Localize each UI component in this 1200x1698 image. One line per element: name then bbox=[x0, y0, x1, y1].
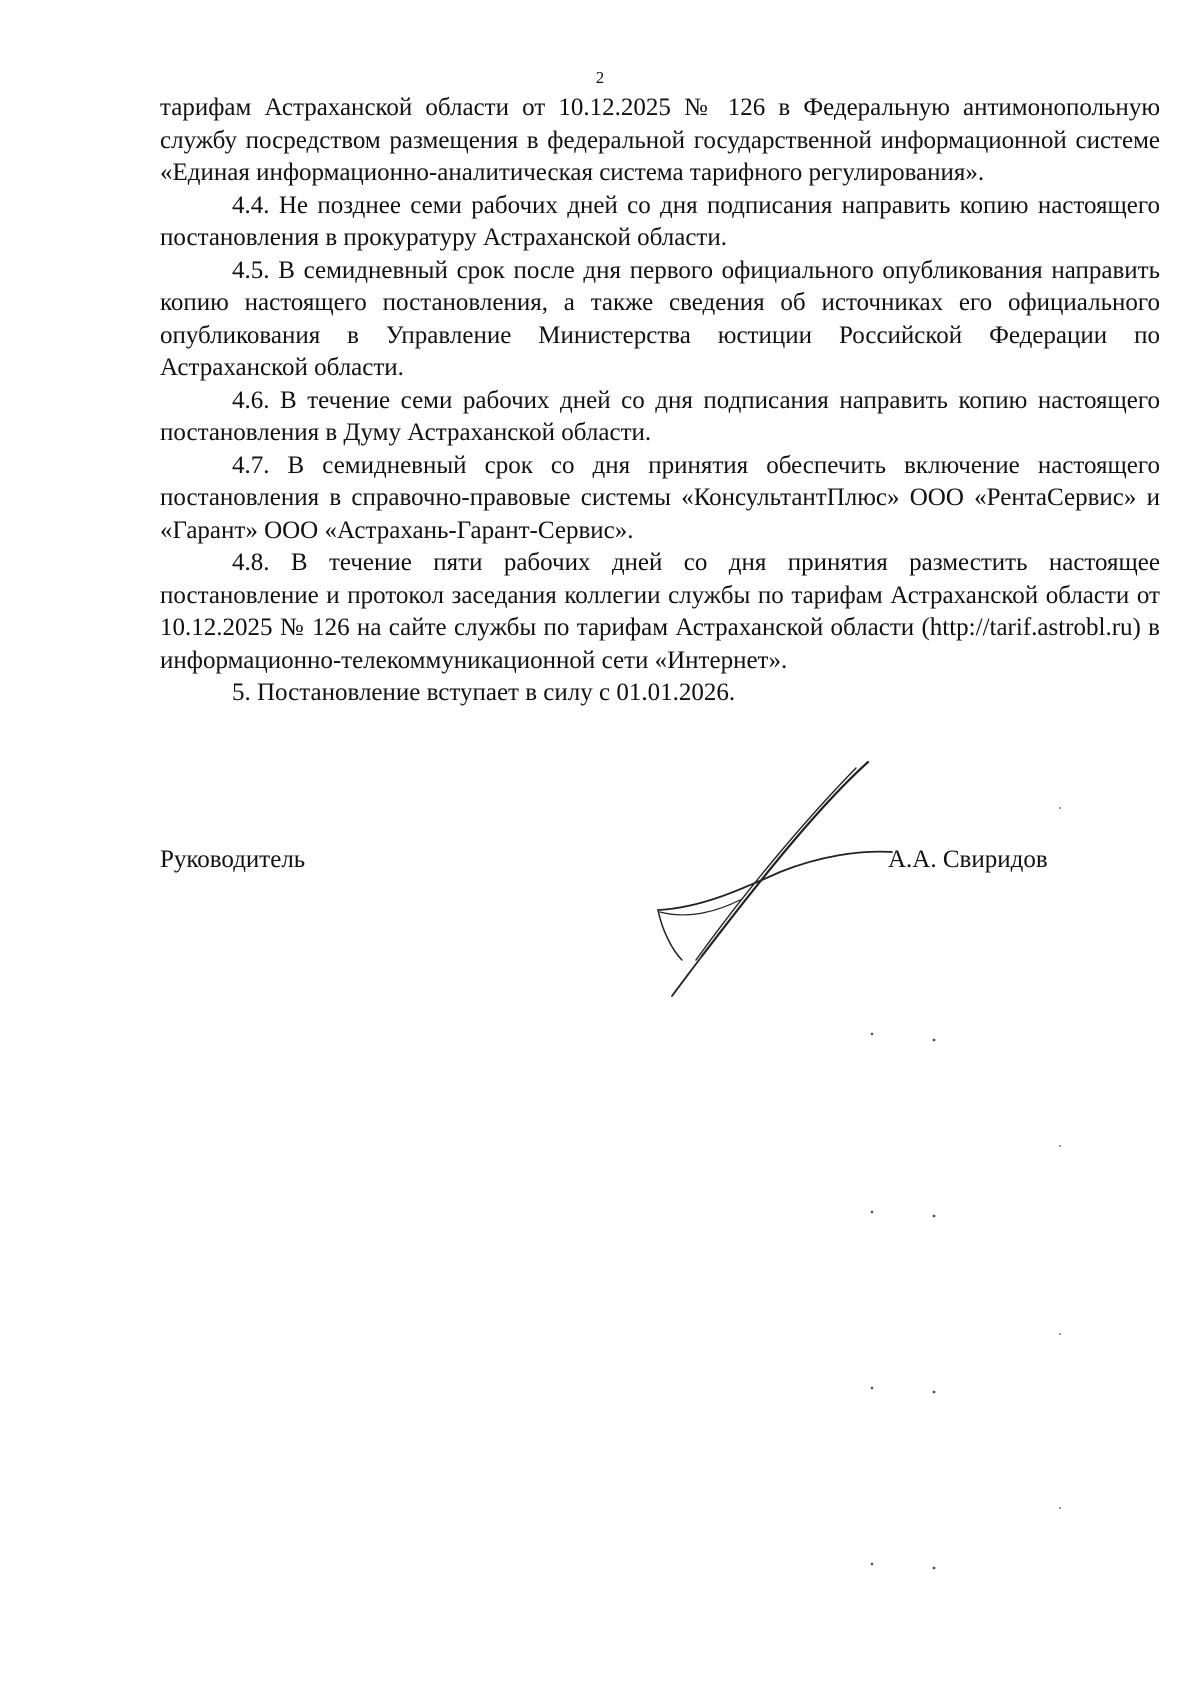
paragraph-5: 5. Постановление вступает в силу с 01.01.2026. bbox=[232, 679, 736, 706]
paragraph-4-8: 4.8. В течение пяти рабочих дней со дня принятия разместить настоящее постановление и протокол заседания коллегии службы по тарифам Астраханской области от 10.12.2025 № 126 на сайте службы по тарифам Астраханской области (http://tarif.astrobl.ru) в информационно-телекоммуникационной сети «Интернет». bbox=[160, 549, 1160, 674]
document-body bbox=[160, 92, 1160, 710]
paragraph-4-4: 4.4. Не позднее семи рабочих дней со дня подписания направить копию настоящего постановления в прокуратуру Астраханской области. bbox=[160, 191, 1160, 251]
paragraph-continuation: тарифам Астраханской области от 10.12.2025 № 126 в Федеральную антимонопольную службу посредством размещения в федеральной государственной информационной системе «Единая информационно-аналитическая система тарифного регулирования». bbox=[160, 94, 1160, 186]
paragraph-4-6: 4.6. В течение семи рабочих дней со дня подписания направить копию настоящего постановления в Думу Астраханской области. bbox=[160, 386, 1160, 446]
handwritten-signature bbox=[630, 760, 910, 1000]
paragraph-4-7: 4.7. В семидневный срок со дня принятия обеспечить включение настоящего постановления в справочно-правовые системы «КонсультантПлюс» ООО «РентаСервис» и «Гарант» ООО «Астрахань-Гарант-Сервис». bbox=[160, 451, 1160, 544]
signatory-position: Руководитель bbox=[160, 846, 306, 873]
paragraph-4-5: 4.5. В семидневный срок после дня первого официального опубликования направить копию настоящего постановления, а также сведения об источниках его официального опубликования в Управление Министерства юстиции Российской Федерации по Астраханской области. bbox=[160, 256, 1160, 381]
page-number: 2 bbox=[595, 68, 605, 87]
signatory-name: А.А. Свиридов bbox=[888, 846, 1048, 873]
